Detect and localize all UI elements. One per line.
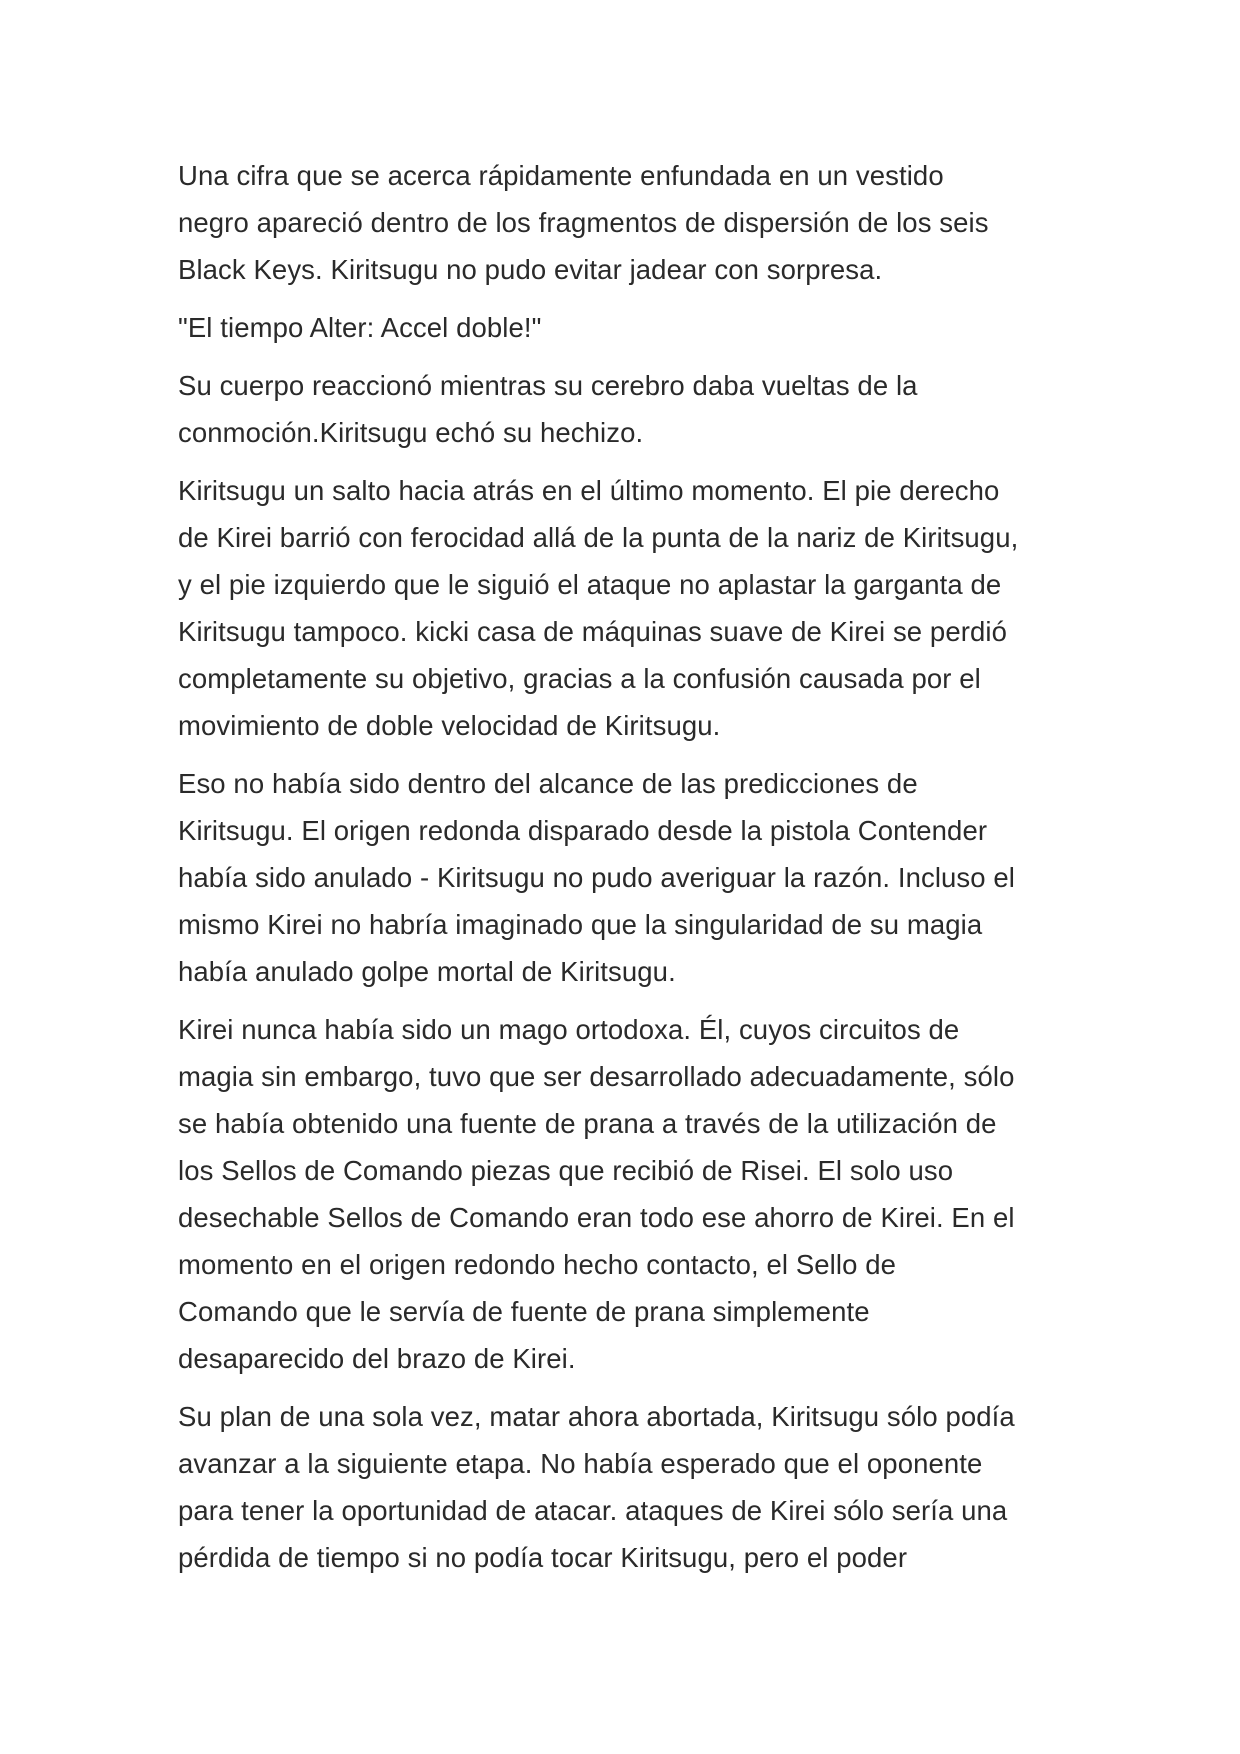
paragraph-6	[178, 1006, 1078, 1382]
paragraph-2	[178, 304, 1078, 351]
paragraph-5	[178, 760, 1078, 995]
text-line: Kirei nunca había sido un mago ortodoxa. Él, cuyos circuitos de	[178, 1014, 960, 1045]
text-line: de Kirei barrió con ferocidad allá de la punta de la nariz de Kiritsugu,	[178, 522, 1019, 553]
paragraph-4	[178, 467, 1078, 749]
text-line: había sido anulado - Kiritsugu no pudo averiguar la razón. Incluso el	[178, 862, 1016, 893]
text-line: se había obtenido una fuente de prana a través de la utilización de	[178, 1108, 997, 1139]
text-line: completamente su objetivo, gracias a la confusión causada por el	[178, 663, 981, 694]
text-line: Eso no había sido dentro del alcance de las predicciones de	[178, 768, 918, 799]
body-text	[178, 152, 1078, 1592]
text-line: había anulado golpe mortal de Kiritsugu.	[178, 956, 676, 987]
text-line: Kiritsugu un salto hacia atrás en el último momento. El pie derecho	[178, 475, 1000, 506]
text-line: Kiritsugu tampoco. kicki casa de máquinas suave de Kirei se perdió	[178, 616, 1007, 647]
text-line: Kiritsugu. El origen redonda disparado desde la pistola Contender	[178, 815, 988, 846]
text-line: Black Keys. Kiritsugu no pudo evitar jadear con sorpresa.	[178, 254, 883, 285]
text-line: los Sellos de Comando piezas que recibió de Risei. El solo uso	[178, 1155, 954, 1186]
text-line: avanzar a la siguiente etapa. No había esperado que el oponente	[178, 1448, 983, 1479]
text-line: conmoción.Kiritsugu echó su hechizo.	[178, 417, 644, 448]
text-line: desechable Sellos de Comando eran todo ese ahorro de Kirei. En el	[178, 1202, 1015, 1233]
text-line: Comando que le servía de fuente de prana simplemente	[178, 1296, 870, 1327]
paragraph-7	[178, 1393, 1078, 1581]
text-line: Su cuerpo reaccionó mientras su cerebro daba vueltas de la	[178, 370, 918, 401]
paragraph-1	[178, 152, 1078, 293]
text-line: mismo Kirei no habría imaginado que la singularidad de su magia	[178, 909, 983, 940]
text-line: movimiento de doble velocidad de Kiritsugu.	[178, 710, 721, 741]
text-line: magia sin embargo, tuvo que ser desarrollado adecuadamente, sólo	[178, 1061, 1015, 1092]
text-line: pérdida de tiempo si no podía tocar Kiritsugu, pero el poder	[178, 1542, 908, 1573]
text-line: y el pie izquierdo que le siguió el ataque no aplastar la garganta de	[178, 569, 1002, 600]
text-line: para tener la oportunidad de atacar. ataques de Kirei sólo sería una	[178, 1495, 1008, 1526]
text-line: desaparecido del brazo de Kirei.	[178, 1343, 576, 1374]
text-line: momento en el origen redondo hecho contacto, el Sello de	[178, 1249, 897, 1280]
text-line: Su plan de una sola vez, matar ahora abortada, Kiritsugu sólo podía	[178, 1401, 1015, 1432]
text-line: "El tiempo Alter: Accel doble!"	[178, 312, 542, 343]
text-line: Una cifra que se acerca rápidamente enfundada en un vestido	[178, 160, 944, 191]
paragraph-3	[178, 362, 1078, 456]
text-line: negro apareció dentro de los fragmentos de dispersión de los seis	[178, 207, 989, 238]
